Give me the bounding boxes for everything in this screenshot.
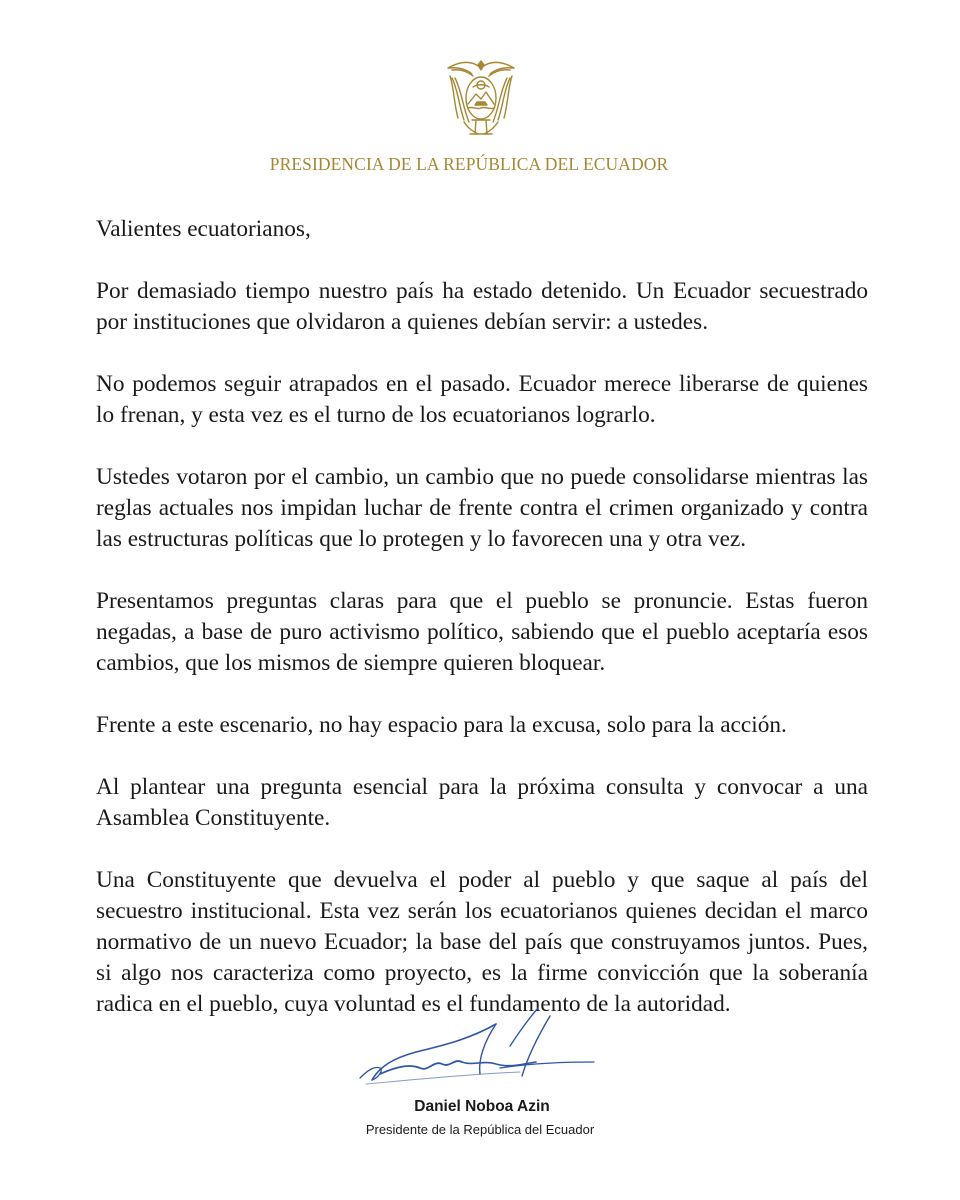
letter-paragraph: Ustedes votaron por el cambio, un cambio que no puede consolidarse mientras las reglas actuales nos impidan luchar de frente contra el crimen organizado y contra las estructuras políticas que lo protegen y lo favorecen una y otra vez.: [96, 464, 868, 552]
letter-paragraph: Por demasiado tiempo nuestro país ha estado detenido. Un Ecuador secuestrado por instituciones que olvidaron a quienes debían servir: a ustedes.: [96, 278, 868, 335]
letter-paragraph: Frente a este escenario, no hay espacio para la excusa, solo para la acción.: [96, 712, 787, 738]
coat-of-arms-icon: [442, 58, 520, 140]
signer-title: Presidente de la República del Ecuador: [365, 1122, 595, 1137]
letter-paragraph: Al plantear una pregunta esencial para la próxima consulta y convocar a una Asamblea Constituyente.: [96, 774, 868, 831]
handwritten-signature: [350, 1002, 610, 1088]
letter-paragraph: Presentamos preguntas claras para que el pueblo se pronuncie. Estas fueron negadas, a base de puro activismo político, sabiendo que el pueblo aceptaría esos cambios, que los mismos de siempre quieren bloquear.: [96, 588, 868, 676]
letter-greeting: Valientes ecuatorianos,: [96, 216, 311, 242]
letter-paragraph: Una Constituyente que devuelva el poder al pueblo y que saque al país del secuestro institucional. Esta vez serán los ecuatorianos quienes decidan el marco normativo de un nuevo Ecuador; la base del país que construyamos juntos. Pues, si algo nos caracteriza como proyecto, es la firme convicción que la soberanía radica en el pueblo, cuya voluntad es el fundamento de la autoridad.: [96, 867, 868, 1017]
letter-paragraph: No podemos seguir atrapados en el pasado. Ecuador merece liberarse de quienes lo frenan, y esta vez es el turno de los ecuatorianos lograrlo.: [96, 371, 868, 428]
institution-name: PRESIDENCIA DE LA REPÚBLICA DEL ECUADOR: [269, 154, 669, 174]
signer-name: Daniel Noboa Azin: [414, 1098, 550, 1115]
letter-body: [96, 214, 868, 1051]
